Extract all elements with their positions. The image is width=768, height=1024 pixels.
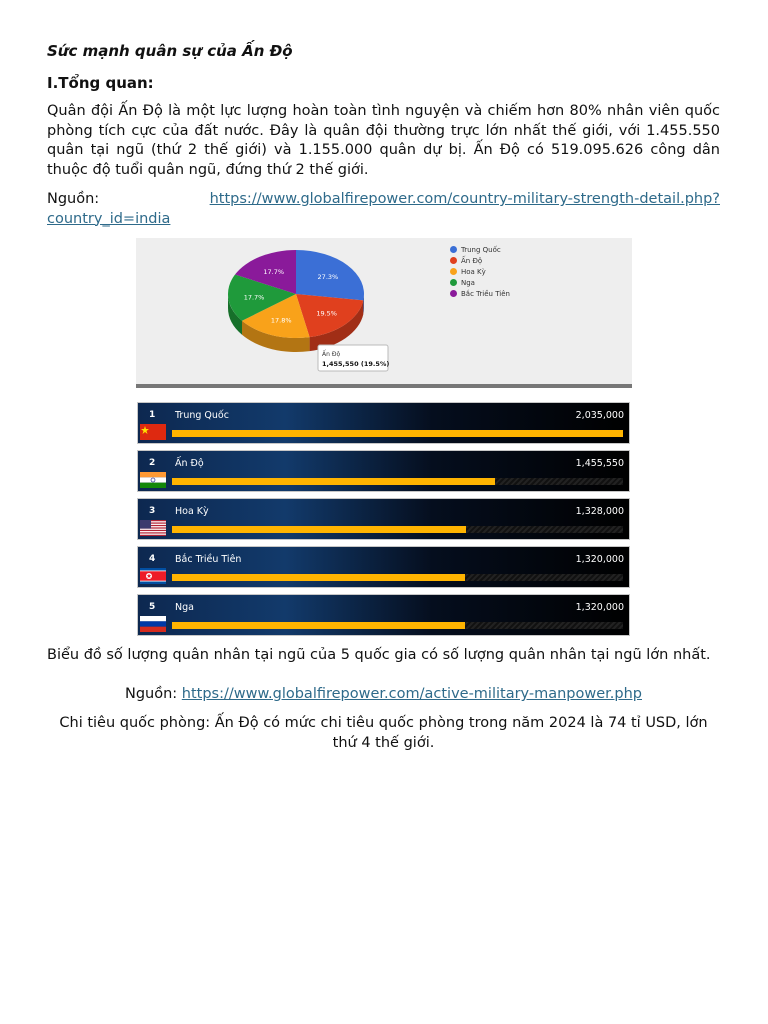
manpower-value: 2,035,000: [575, 410, 624, 421]
india-flag-icon: [140, 472, 166, 488]
tooltip-title: Ấn Độ: [322, 351, 341, 358]
country-name: Nga: [175, 602, 194, 613]
pie-figure: [136, 238, 632, 388]
legend-label: Ấn Độ: [461, 256, 483, 265]
rank-number: 5: [149, 602, 156, 612]
legend-swatch: [450, 268, 457, 275]
manpower-value: 1,328,000: [575, 506, 624, 517]
country-name: Trung Quốc: [175, 410, 229, 421]
manpower-value: 1,320,000: [575, 554, 624, 565]
section-heading: I.Tổng quan:: [47, 74, 154, 92]
legend-item: [450, 277, 510, 288]
pie-slice-label: 17.7%: [243, 293, 265, 302]
north-korea-flag-icon: [140, 568, 166, 584]
bar-track: [172, 622, 623, 629]
legend-label: Nga: [461, 278, 475, 287]
pie-slice-label: 17.8%: [270, 316, 292, 325]
ranking-row[interactable]: [137, 546, 630, 588]
pie-legend: [450, 244, 510, 299]
chart-caption: Biểu đồ số lượng quân nhân tại ngũ của 5 quốc gia có số lượng quân nhân tại ngũ lớn nhất.: [47, 647, 711, 663]
pie-slice-label: 17.7%: [263, 267, 285, 276]
ranking-row[interactable]: [137, 498, 630, 540]
source-2: [47, 685, 720, 705]
rank-number: 2: [149, 458, 156, 468]
source-2-label: Nguồn:: [125, 686, 178, 702]
bar-track: [172, 526, 623, 533]
russia-flag-icon: [140, 616, 166, 632]
bar-fill: [172, 526, 466, 533]
legend-swatch: [450, 290, 457, 297]
source-1: [47, 190, 720, 229]
ranking-row[interactable]: [137, 402, 630, 444]
source-2-link[interactable]: https://www.globalfirepower.com/active-military-manpower.php: [181, 686, 642, 702]
legend-swatch: [450, 279, 457, 286]
legend-swatch: [450, 246, 457, 253]
bar-fill: [172, 574, 465, 581]
country-name: Bắc Triều Tiên: [175, 554, 242, 565]
document-page: [47, 40, 720, 229]
bar-fill: [172, 622, 465, 629]
rank-number: 1: [149, 410, 156, 420]
manpower-value: 1,455,550: [575, 458, 624, 469]
rank-number: 3: [149, 506, 156, 516]
legend-item: [450, 288, 510, 299]
usa-flag-icon: [140, 520, 166, 536]
source-1-link-part-1[interactable]: https://www.globalfirepower.com/country-military-strength-detail.php?: [209, 191, 720, 207]
document-title: Sức mạnh quân sự của Ấn Độ: [47, 42, 293, 60]
pie-tooltip: [318, 345, 389, 371]
manpower-value: 1,320,000: [575, 602, 624, 613]
source-1-link-part-2[interactable]: country_id=india: [47, 210, 171, 227]
defense-spending: Chi tiêu quốc phòng: Ấn Độ có mức chi tiêu quốc phòng trong năm 2024 là 74 tỉ USD, lớn thứ 4 thế giới.: [59, 715, 708, 751]
china-flag-icon: [140, 424, 166, 440]
legend-label: Bắc Triều Tiên: [461, 289, 510, 298]
country-name: Hoa Kỳ: [175, 506, 209, 517]
pie-slice-label: 27.3%: [317, 273, 339, 282]
ranking-bars: [137, 402, 630, 642]
legend-item: [450, 255, 510, 266]
bar-fill: [172, 478, 495, 485]
bar-track: [172, 478, 623, 485]
legend-item: [450, 244, 510, 255]
ranking-row[interactable]: [137, 450, 630, 492]
bar-track: [172, 574, 623, 581]
rank-number: 4: [149, 554, 156, 564]
pie-panel: [136, 238, 632, 388]
pie-chart: [136, 238, 632, 384]
bar-track: [172, 430, 623, 437]
intro-paragraph: Quân đội Ấn Độ là một lực lượng hoàn toàn tình nguyện và chiếm hơn 80% nhân viên quốc phòng tích cực của đất nước. Đây là quân đội thường trực lớn nhất thế giới, với 1.455.550 quân tại ngũ (thứ 2 thế giới) và 1.155.000 quân dự bị. Ấn Độ có 519.095.626 công dân thuộc độ tuổi quân ngũ, đứng thứ 2 thế giới.: [47, 103, 720, 178]
bar-fill: [172, 430, 623, 437]
legend-swatch: [450, 257, 457, 264]
source-1-label: Nguồn:: [47, 191, 100, 207]
country-name: Ấn Độ: [175, 458, 204, 469]
legend-label: Hoa Kỳ: [461, 267, 486, 276]
ranking-row[interactable]: [137, 594, 630, 636]
legend-label: Trung Quốc: [461, 245, 501, 254]
pie-slice-label: 19.5%: [316, 309, 337, 318]
tooltip-value: 1,455,550 (19.5%): [322, 360, 390, 368]
legend-item: [450, 266, 510, 277]
